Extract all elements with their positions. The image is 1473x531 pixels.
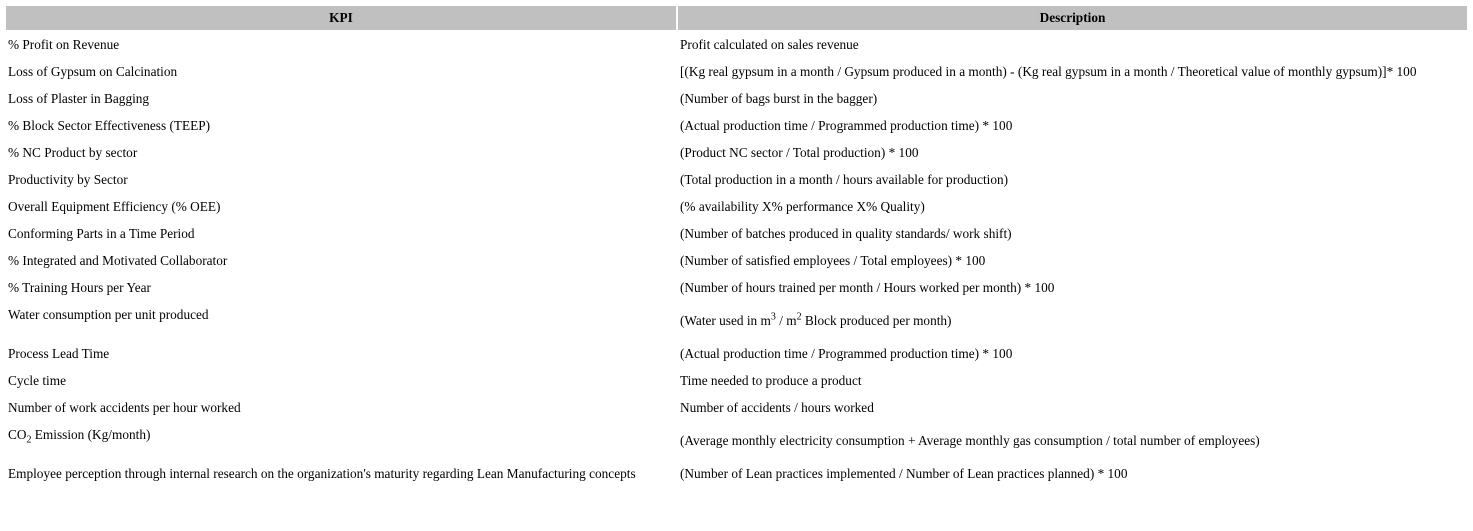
kpi-cell: Productivity by Sector [8, 172, 128, 187]
table-row [6, 113, 1467, 138]
description-cell [678, 302, 1467, 339]
kpi-table-container [4, 4, 1469, 488]
description-cell: (Number of hours trained per month / Hours worked per month) * 100 [680, 280, 1055, 295]
kpi-cell: % Block Sector Effectiveness (TEEP) [8, 118, 211, 133]
description-cell: Profit calculated on sales revenue [680, 37, 859, 52]
kpi-cell [6, 422, 676, 459]
table-row [6, 86, 1467, 111]
kpi-text: Emission (Kg/month) [31, 427, 151, 442]
description-cell: (Number of satisfied employees / Total employees) * 100 [680, 253, 986, 268]
description-cell: (Average monthly electricity consumption + Average monthly gas consumption / total number of employees) [680, 433, 1260, 448]
superscript-2: 2 [796, 311, 802, 323]
description-cell: (Number of bags burst in the bagger) [680, 91, 878, 106]
kpi-cell: Overall Equipment Efficiency (% OEE) [8, 199, 221, 214]
description-cell: (Number of batches produced in quality standards/ work shift) [680, 226, 1012, 241]
kpi-table [4, 4, 1469, 488]
kpi-cell: Loss of Gypsum on Calcination [8, 64, 178, 79]
table-row [6, 32, 1467, 57]
kpi-cell: Number of work accidents per hour worked [8, 400, 241, 415]
kpi-cell: % Training Hours per Year [8, 280, 151, 295]
table-row [6, 194, 1467, 219]
kpi-text: CO [8, 427, 27, 442]
table-row [6, 368, 1467, 393]
table-row [6, 461, 1467, 486]
superscript-3: 3 [770, 311, 776, 323]
table-row [6, 167, 1467, 192]
table-row [6, 341, 1467, 366]
kpi-cell: % Integrated and Motivated Collaborator [8, 253, 228, 268]
description-cell: (Actual production time / Programmed production time) * 100 [680, 346, 1013, 361]
subscript-2: 2 [26, 434, 32, 446]
kpi-cell: Water consumption per unit produced [8, 307, 209, 322]
table-row [6, 221, 1467, 246]
header-kpi: KPI [6, 6, 676, 30]
table-row [6, 248, 1467, 273]
table-header-row [6, 6, 1467, 30]
kpi-cell: Loss of Plaster in Bagging [8, 91, 150, 106]
table-row [6, 302, 1467, 339]
description-cell: (Product NC sector / Total production) * 100 [680, 145, 919, 160]
description-cell: Time needed to produce a product [680, 373, 862, 388]
table-row [6, 422, 1467, 459]
kpi-cell: % Profit on Revenue [8, 37, 120, 52]
table-row [6, 275, 1467, 300]
description-text: (Water used in m [680, 313, 771, 328]
kpi-cell: Employee perception through internal research on the organization's maturity regarding Lean Manufacturing concepts [8, 466, 636, 481]
kpi-cell: % NC Product by sector [8, 145, 138, 160]
kpi-cell: Conforming Parts in a Time Period [8, 226, 195, 241]
description-cell: (Actual production time / Programmed production time) * 100 [680, 118, 1013, 133]
description-text: Block produced per month) [801, 313, 952, 328]
header-description: Description [678, 6, 1467, 30]
description-cell: (Total production in a month / hours available for production) [680, 172, 1009, 187]
table-row [6, 395, 1467, 420]
description-cell: [(Kg real gypsum in a month / Gypsum produced in a month) - (Kg real gypsum in a month / Theoretical value of monthly gypsum)]* 100 [680, 64, 1417, 79]
description-cell: Number of accidents / hours worked [680, 400, 874, 415]
description-text: / m [775, 313, 797, 328]
table-row [6, 59, 1467, 84]
description-cell: (Number of Lean practices implemented / Number of Lean practices planned) * 100 [680, 466, 1128, 481]
kpi-cell: Process Lead Time [8, 346, 110, 361]
table-row [6, 140, 1467, 165]
description-cell: (% availability X% performance X% Quality) [680, 199, 925, 214]
kpi-cell: Cycle time [8, 373, 66, 388]
